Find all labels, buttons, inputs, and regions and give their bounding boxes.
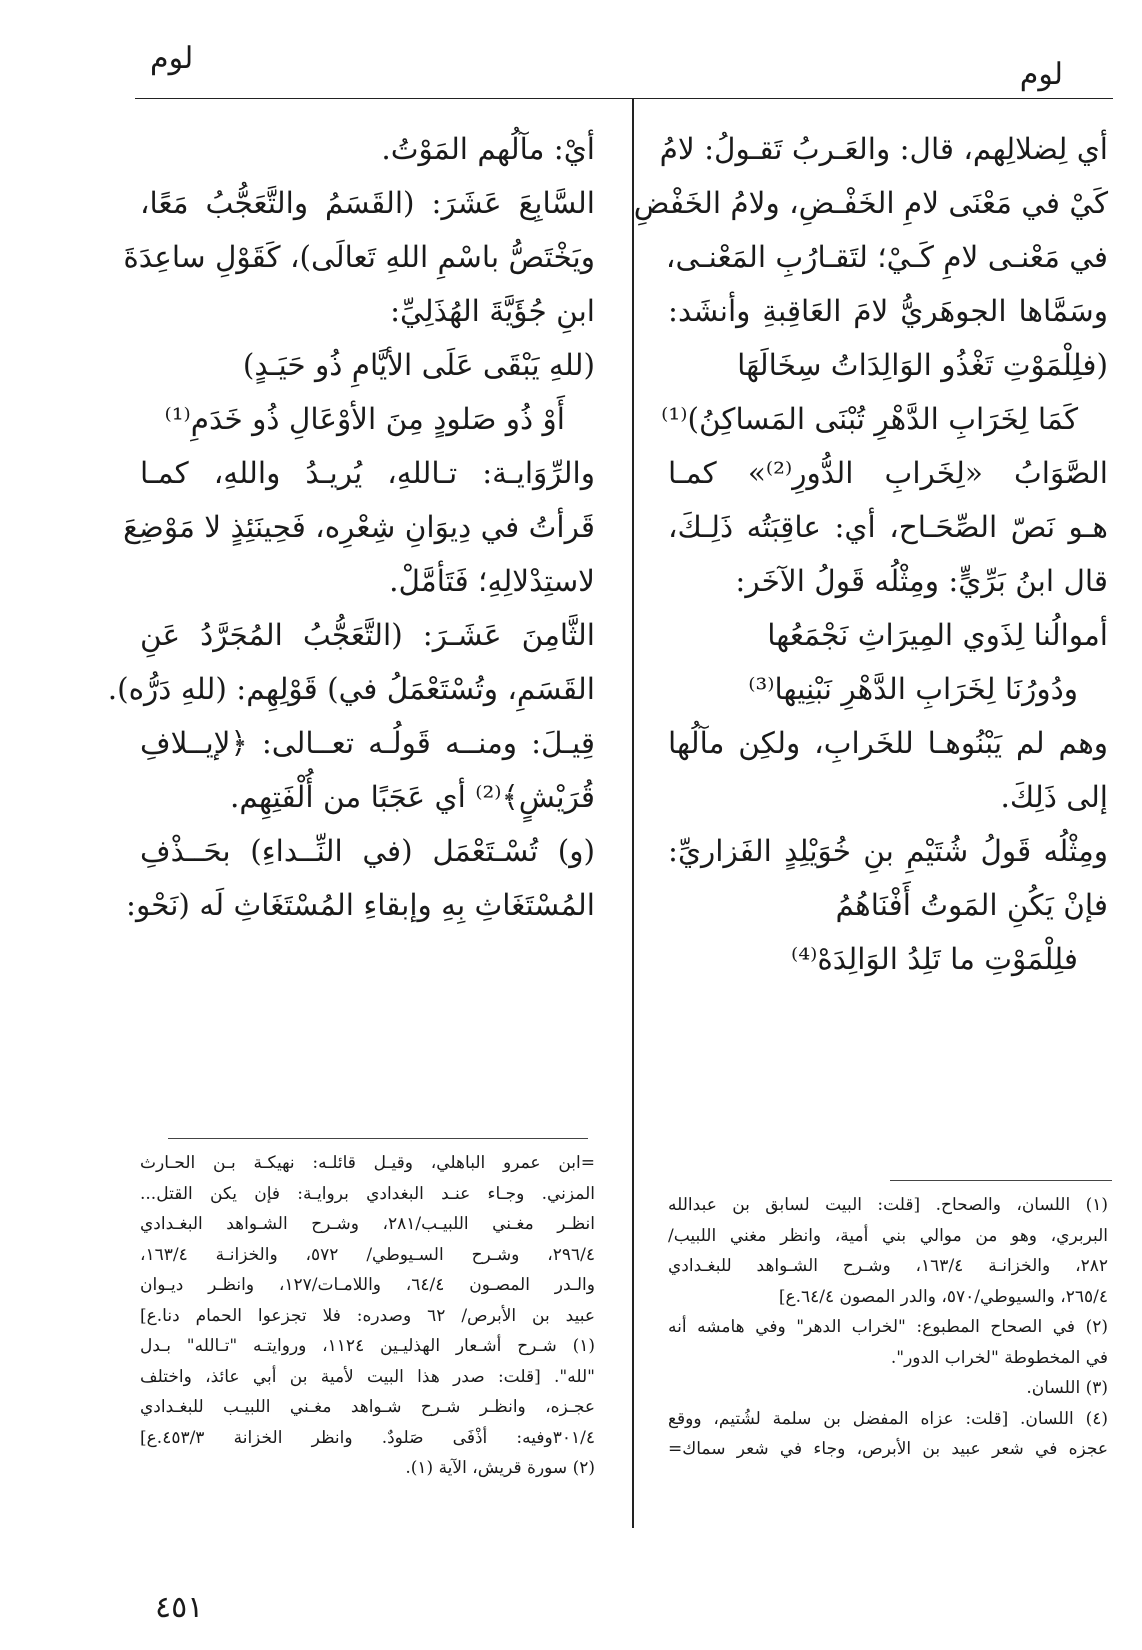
text-line: (للهِ يَبْقَى عَلَى الأيَّامِ ذُو حَيَـدٍ) bbox=[242, 348, 595, 382]
footnote-line: في المخطوطة "لخراب الدور". bbox=[890, 1347, 1108, 1368]
footnote-line: (١) شـرح أشـعار الهذليـين ١١٢٤، وروايتـه "تـالله" بـدل bbox=[140, 1336, 595, 1356]
footnote-line: (٤) اللسان. [قلت: عزاه المفضل بن سلمة لشُتيم، ووقع bbox=[668, 1408, 1108, 1429]
text-line: قال ابنُ بَرِّيٍّ: ومِثْلُه قَولُ الآخَر: bbox=[735, 564, 1108, 598]
text-line: أَوْ ذُو صَلودٍ مِنَ الأوْعَالِ ذُو خَدَمِ⁽¹⁾ bbox=[164, 402, 565, 436]
text-line: كَيْ في مَعْنَى لامِ الخَفْـضِ، ولامُ الخَفْضِ bbox=[633, 186, 1108, 220]
footnote-line: ٢٨٢، والخزانـة ١٦٣/٤، وشـرح الشـواهد للبغـدادي bbox=[668, 1256, 1109, 1276]
text-line: المُسْتَغَاثِ بِهِ وإبقاءِ المُسْتَغَاثِ لَه (نَحْو: bbox=[126, 888, 595, 922]
footnote-line: "لله". [قلت: صدر هذا البيت لأمية بن أبي عائذ، واختلف bbox=[140, 1366, 595, 1387]
footnote-line: عجـزه، وانظـر شـرح شـواهد مغـني اللبيـب للبغـدادي bbox=[140, 1397, 595, 1417]
text-line: أي لِضلالِهم، قال: والعَـربُ تَقـولُ: لامُ bbox=[659, 132, 1108, 166]
text-line: الصَّوَابُ «لِخَرابِ الدُّورِ⁽²⁾» كمـا bbox=[668, 456, 1108, 490]
text-line: لاستِدْلالِهِ؛ فَتَأمَّلْ. bbox=[389, 564, 595, 598]
text-line: قُرَيْشٍ﴾⁽²⁾ أي عَجَبًا من أُلْفَتِهِم. bbox=[229, 780, 595, 814]
text-line: وهم لم يَبْنُوهـا للخَرابِ، ولكِن مآلُها bbox=[668, 726, 1108, 760]
text-line: فإنْ يَكُنِ المَوتُ أَفْنَاهُمُ bbox=[835, 888, 1108, 922]
page-number: ٤٥١ bbox=[155, 1590, 204, 1625]
left-column bbox=[107, 122, 595, 932]
text-line: وسَمَّاها الجوهَريُّ لامَ العَاقِبةِ وأنشَد: bbox=[668, 294, 1108, 328]
text-line: قِيـلَ: ومنــه قَولُـه تعــالى: ﴿لإيــلافِ bbox=[140, 726, 595, 760]
text-line: كَمَا لِخَرَابِ الدَّهْرِ تُبْنَى المَساكِنُ)⁽¹⁾ bbox=[661, 402, 1078, 436]
text-line: فلِلْمَوْتِ ما تَلِدُ الوَالِدَهْ⁽⁴⁾ bbox=[791, 942, 1078, 976]
text-line: أموالُنا لِذَوي المِيرَاثِ نَجْمَعُها bbox=[767, 618, 1108, 652]
text-line: هـو نَصّ الصِّحَـاح، أي: عاقِبَتُه ذَلِـكَ، bbox=[668, 510, 1108, 544]
footnote-line: انظـر مغـني اللبيـب/٢٨١، وشـرح الشـواهد البغـدادي bbox=[140, 1214, 595, 1234]
footnote-rule-right bbox=[890, 1180, 1112, 1181]
right-column bbox=[633, 122, 1108, 986]
footnote-line: والـدر المصـون ٦٤/٤، واللامـات/١٢٧، وانظـر ديـوان bbox=[140, 1275, 595, 1295]
footnote-line: (٢) في الصحاح المطبوع: "لخراب الدهر" وفي هامشه أنه bbox=[668, 1317, 1108, 1337]
column-divider bbox=[632, 98, 634, 1528]
footnote-line: (٣) اللسان. bbox=[1026, 1378, 1108, 1398]
text-line: قَرأتُ في دِيوَانِ شِعْرِه، فَحِينَئِذٍ لا مَوْضِعَ bbox=[123, 510, 595, 544]
page-header bbox=[135, 30, 1113, 99]
running-head-left: لوم bbox=[150, 41, 194, 76]
footnote-line: البربري، وهو من موالي بني أمية، وانظر مغني اللبيب/ bbox=[668, 1225, 1108, 1246]
text-line: (فلِلْمَوْتِ تَغْذُو الوَالِدَاتُ سِخَالَهَا bbox=[737, 348, 1108, 382]
footnote-line: عجزه في شعر عبيد بن الأبرص، وجاء في شعر سماك= bbox=[668, 1439, 1108, 1459]
text-line: السَّابِعَ عَشَرَ: (القَسَمُ والتَّعَجُّبُ مَعًا، bbox=[140, 186, 595, 220]
footnotes-right bbox=[668, 1190, 1108, 1465]
footnote-line: ٢٦٥/٤، والسيوطي/٥٧٠، والدر المصون ٦٤/٤.ع] bbox=[778, 1286, 1108, 1307]
footnote-line: (٢) سورة قريش، الآية (١). bbox=[405, 1458, 595, 1478]
footnote-line: =ابن عمرو الباهلي، وقيـل قائلـه: نهيكـة بـن الحـارث bbox=[140, 1153, 595, 1173]
text-line: إلى ذَلِكَ. bbox=[1000, 780, 1108, 814]
footnote-line: (١) اللسان، والصحاح. [قلت: البيت لسابق بن عبدالله bbox=[668, 1195, 1108, 1215]
text-line: ابنِ جُؤَيَّةَ الهُذَلِيِّ: bbox=[390, 294, 595, 328]
footnote-line: ٣٠١/٤وفيه: أذْفَى صَلودٌ. وانظر الخزانة ٤٥٣/٣.ع] bbox=[140, 1427, 595, 1448]
footnote-line: عبيد بن الأبرص/ ٦٢ وصدره: فلا تجزعوا الحمام دنا.ع] bbox=[140, 1305, 595, 1326]
text-line: (و) تُسْـتَعْمَل (في النِّــداءِ) بحَــذْفِ bbox=[140, 834, 595, 868]
text-line: القَسَمِ، وتُسْتَعْمَلُ في) قَوْلِهِم: (للهِ دَرُّه). bbox=[107, 672, 595, 706]
text-line: ودُورُنَا لِخَرَابِ الدَّهْرِ نَبْنِيها⁽³⁾ bbox=[748, 672, 1078, 706]
text-line: ومِثْلُه قَولُ شُتَيْمِ بنِ خُوَيْلِدٍ الفَزاريِّ: bbox=[668, 834, 1108, 868]
text-line: أيْ: مآلُهم المَوْتُ. bbox=[381, 132, 595, 166]
footnotes-left bbox=[140, 1148, 595, 1484]
text-line: في مَعْنـى لامِ كَـيْ؛ لتَقـارُبِ المَعْنـى، bbox=[665, 240, 1108, 274]
text-line: ويَخْتَصُّ باسْمِ اللهِ تَعالَى)، كَقَوْلِ ساعِدَةَ bbox=[123, 240, 595, 274]
footnote-line: ٢٩٦/٤، وشـرح السـيوطي/ ٥٧٢، والخزانـة ١٦٣/٤، bbox=[140, 1244, 596, 1265]
text-line: الثَّامِنَ عَشَـرَ: (التَّعَجُّبُ المُجَرَّدُ عَنِ bbox=[140, 618, 595, 652]
footnote-line: المزني. وجـاء عنـد البغدادي بروايـة: فإن يكن القتل... bbox=[140, 1183, 595, 1204]
running-head-right: لوم bbox=[1019, 57, 1063, 92]
footnote-rule-left bbox=[168, 1138, 588, 1139]
text-line: والرِّوَايـة: تـاللهِ، يُريـدُ واللهِ، كمـا bbox=[140, 456, 595, 490]
